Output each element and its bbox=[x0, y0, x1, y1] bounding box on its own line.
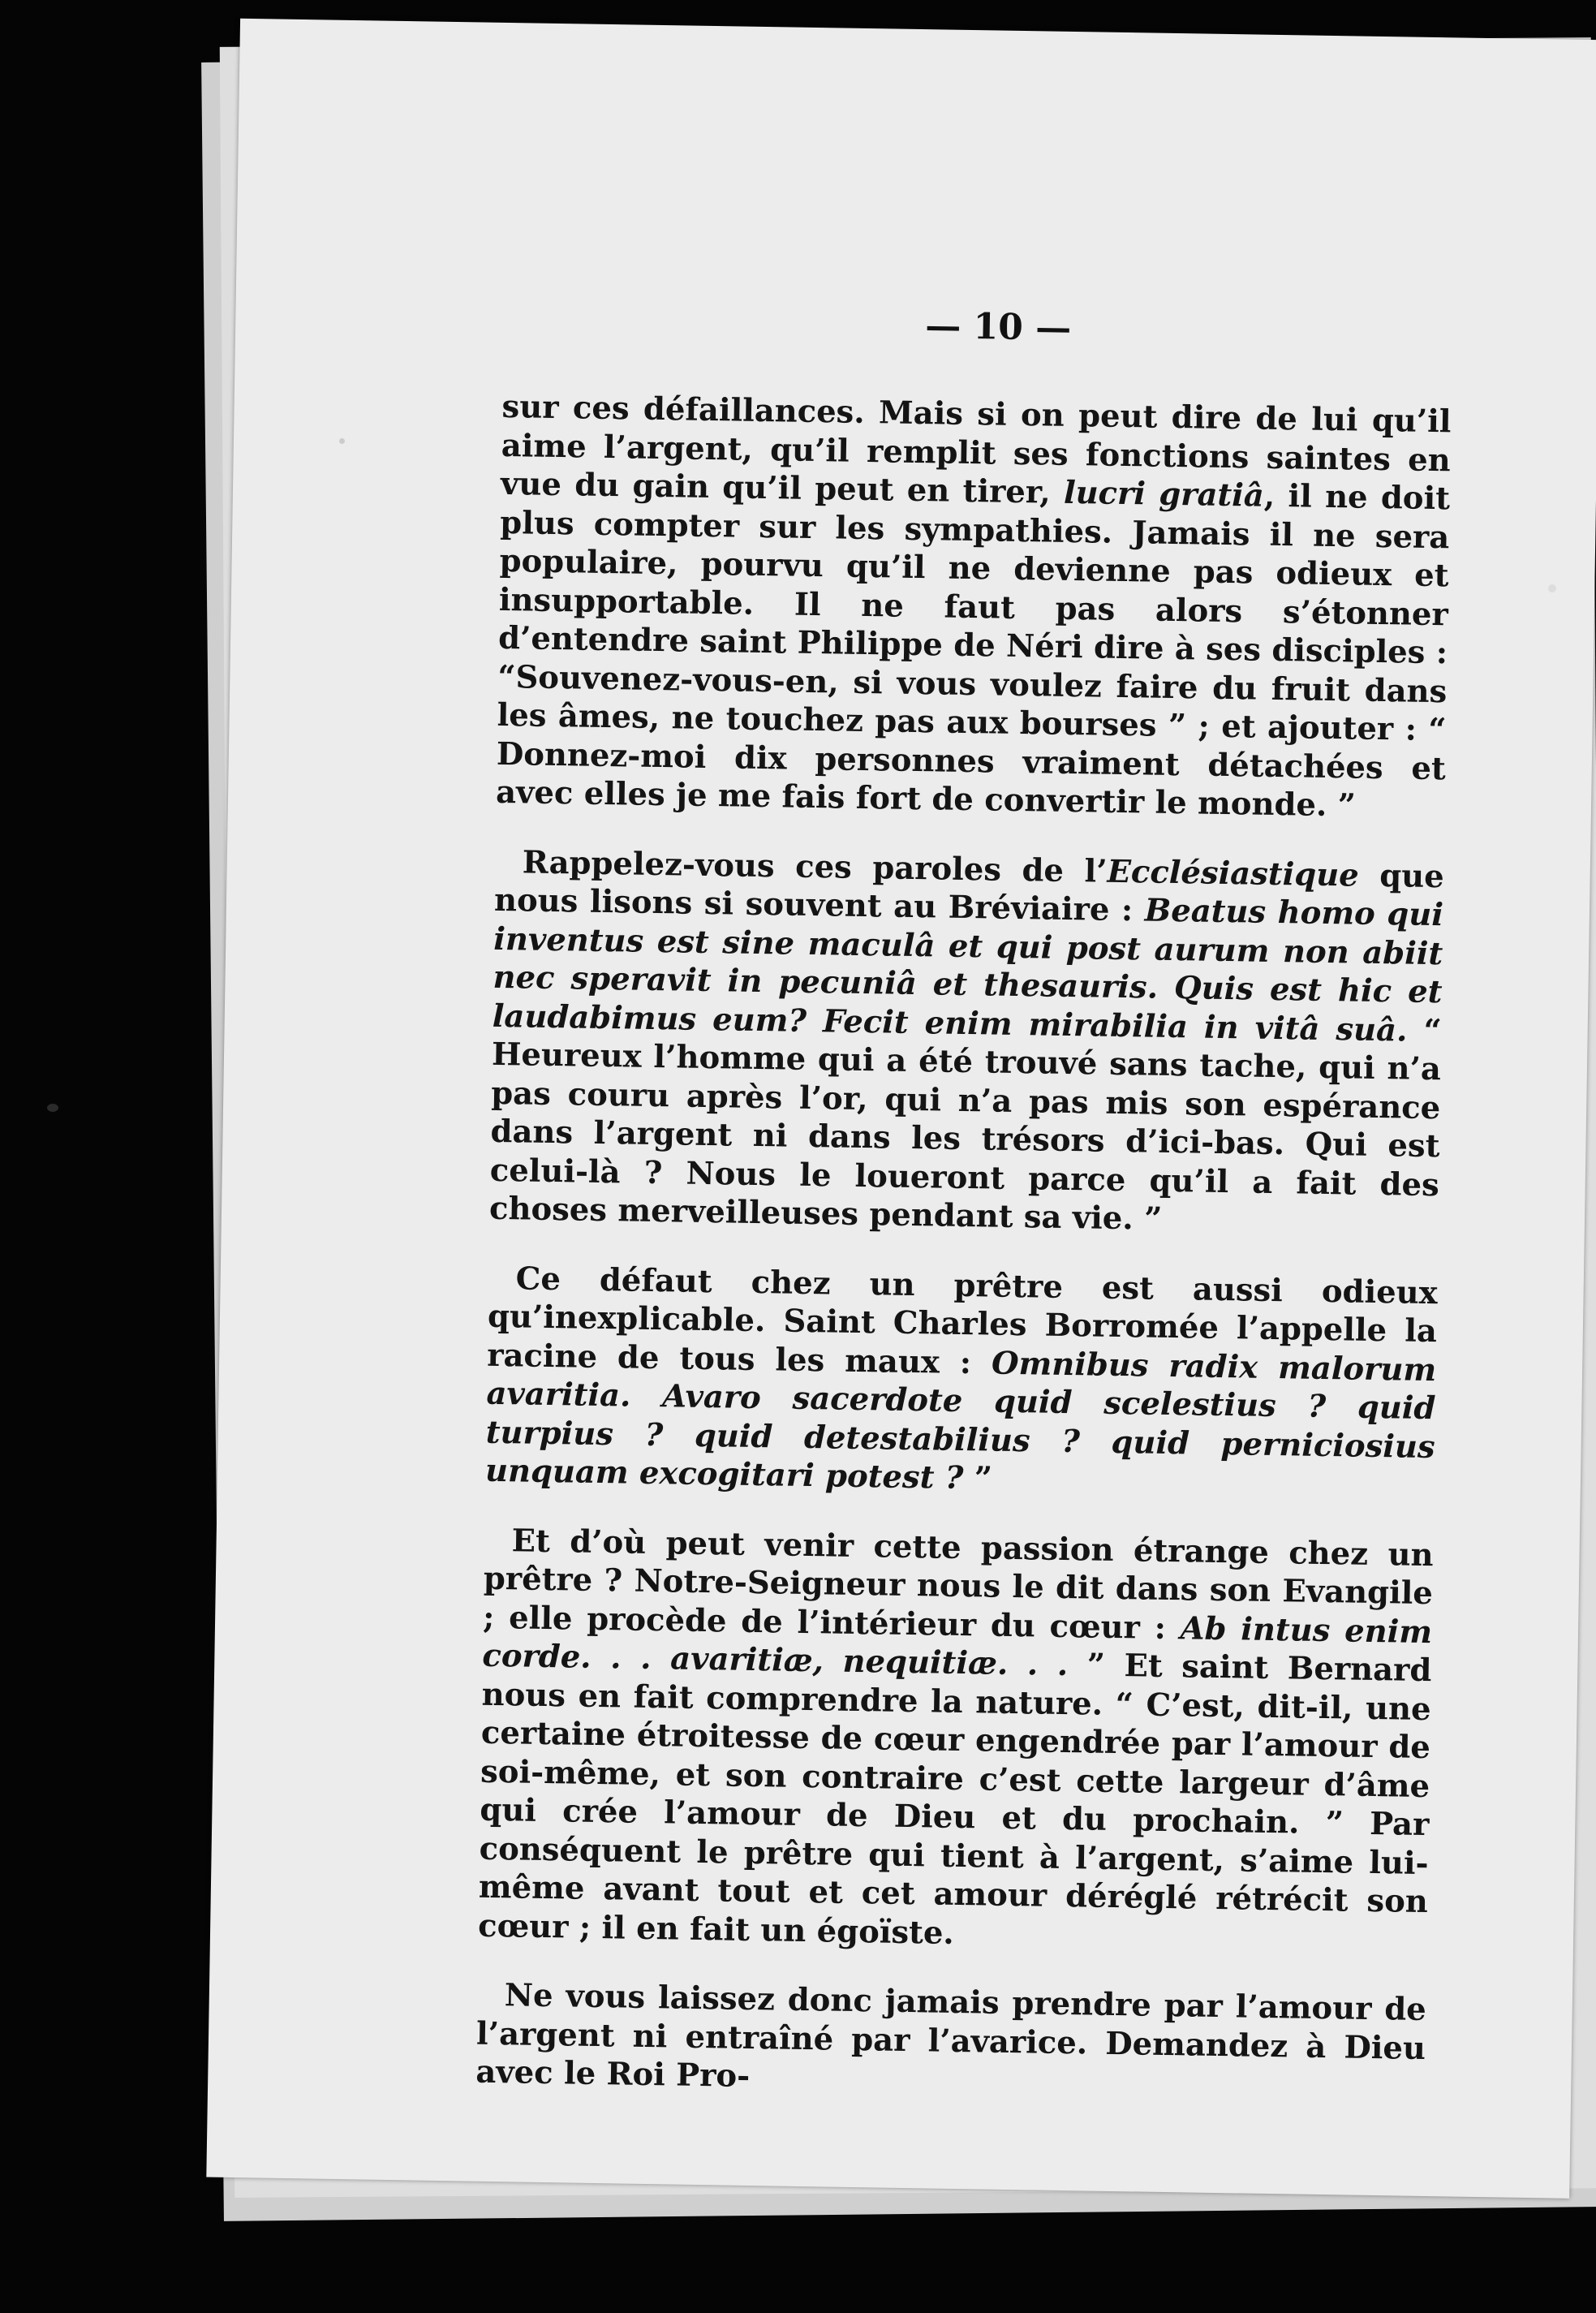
text-run: ” Et saint Bernard nous en fait comprendre la nature. “ C’est, dit-il, une certaine étroitesse de cœur engendrée par l’amour de soi-même, et son contraire c’est cette largeur d’âme qui crée l’amour de Dieu et du prochain. ” Par conséquent le prêtre qui tient à l’argent, s’aime lui-même avant tout et cet amour déréglé rétrécit son cœur ; il en fait un égoïste. bbox=[477, 1647, 1432, 1952]
italic-text: Ab intus enim corde. . . avaritiæ, nequitiæ. . . bbox=[482, 1609, 1433, 1684]
scan-speck bbox=[1548, 584, 1556, 592]
text-run: Rappelez-vous ces paroles de l’ bbox=[522, 843, 1108, 890]
text-run: ” bbox=[963, 1460, 993, 1497]
paragraph bbox=[496, 388, 1452, 827]
paragraph bbox=[475, 1976, 1426, 2107]
italic-text: Ecclésiastique bbox=[1107, 853, 1360, 894]
text-run: Ce défaut chez un prêtre est aussi odieux qu’inexplicable. Saint Charles Borromée l’appelle la racine de tous les maux : bbox=[486, 1260, 1438, 1382]
paragraph bbox=[478, 1521, 1434, 1960]
text-run: que nous lisons si souvent au Bréviaire : bbox=[493, 857, 1445, 929]
page-number: — 10 — bbox=[924, 305, 1072, 349]
body-text bbox=[475, 388, 1451, 2138]
paragraph bbox=[485, 1259, 1438, 1505]
scan-speck bbox=[47, 1104, 58, 1112]
text-run: sur ces défaillances. Mais si on peut dire de lui qu’il aime l’argent, qu’il remplit ses fonctions saintes en vue du gain qu’il peut en tirer, bbox=[500, 388, 1452, 511]
text-run: Et d’où peut venir cette passion étrange chez un prêtre ? Notre-Seigneur nous le dit dans son Evangile ; elle procède de l’intérieur du cœur : bbox=[482, 1522, 1434, 1647]
paragraph bbox=[489, 842, 1444, 1243]
italic-text: Beatus homo qui inventus est sine maculâ et qui post aurum non abiit nec speravit in pecuniâ et thesauris. Quis est hic et laudabimus eum? Fecit enim mirabilia in vitâ suâ. bbox=[492, 892, 1444, 1049]
text-run: “ Heureux l’homme qui a été trouvé sans tache, qui n’a pas couru après l’or, qui n’a pas mis son espérance dans l’argent ni dans les trésors d’ici-bas. Qui est celui-là ? Nous le loueront parce qu’il a fait des choses merveilleuses pendant sa vie. ” bbox=[488, 1012, 1443, 1238]
text-run: Ne vous laissez donc jamais prendre par l’amour de l’argent ni entraîné par l’avarice. Demandez à Dieu avec le Roi Pro- bbox=[475, 1977, 1427, 2095]
italic-text: lucri gratiâ bbox=[1063, 474, 1265, 515]
text-run: , il ne doit plus compter sur les sympathies. Jamais il ne sera populaire, pourvu qu’il ne devienne pas odieux et insupportable. Il ne faut pas alors s’étonner d’entendre saint Philippe de Néri dire à ses disciples : “Souvenez-vous-en, si vous voulez faire du fruit dans les âmes, ne touchez pas aux bourses ” ; et ajouter : “ Donnez-moi dix personnes vraiment détachées et avec elles je me fais fort de convertir le monde. ” bbox=[495, 477, 1451, 825]
book-page bbox=[206, 19, 1596, 2199]
italic-text: Omnibus radix malorum avaritia. Avaro sacerdote quid scelestius ? quid turpius ? quid detestabilius ? quid perniciosius unquam excogitari potest ? bbox=[484, 1345, 1437, 1497]
scan-speck bbox=[339, 438, 345, 444]
